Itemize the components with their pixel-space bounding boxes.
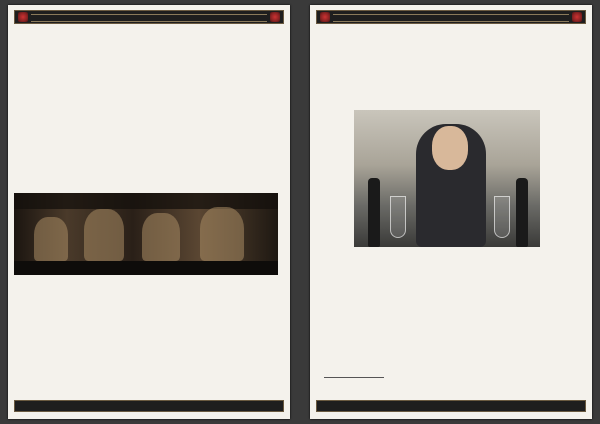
poster-image: [14, 193, 278, 275]
photo-face: [432, 126, 468, 170]
left-page: [8, 5, 290, 419]
poster-bottom-band: [14, 261, 278, 275]
left-page-header-lettering: [31, 14, 267, 22]
poster-figure: [34, 217, 68, 261]
left-page-footer: [14, 400, 284, 412]
right-page-header-lettering: [333, 14, 569, 22]
photo-bottle: [368, 178, 380, 247]
header-ornament-icon: [572, 12, 582, 22]
right-page-header-band: [316, 10, 586, 24]
poster-figure: [200, 207, 244, 261]
poster-figure: [84, 209, 124, 261]
portrait-photo: [354, 110, 540, 247]
footnote-rule: [324, 377, 384, 378]
left-page-header-band: [14, 10, 284, 24]
poster-top-band: [14, 193, 278, 209]
photo-bottle: [516, 178, 528, 247]
photo-glass: [390, 196, 406, 238]
header-ornament-icon: [320, 12, 330, 22]
header-ornament-icon: [270, 12, 280, 22]
right-page-footer: [316, 400, 586, 412]
right-page: [310, 5, 592, 419]
photo-glass: [494, 196, 510, 238]
poster-figure: [142, 213, 180, 261]
left-section-title: [8, 27, 290, 37]
header-ornament-icon: [18, 12, 28, 22]
